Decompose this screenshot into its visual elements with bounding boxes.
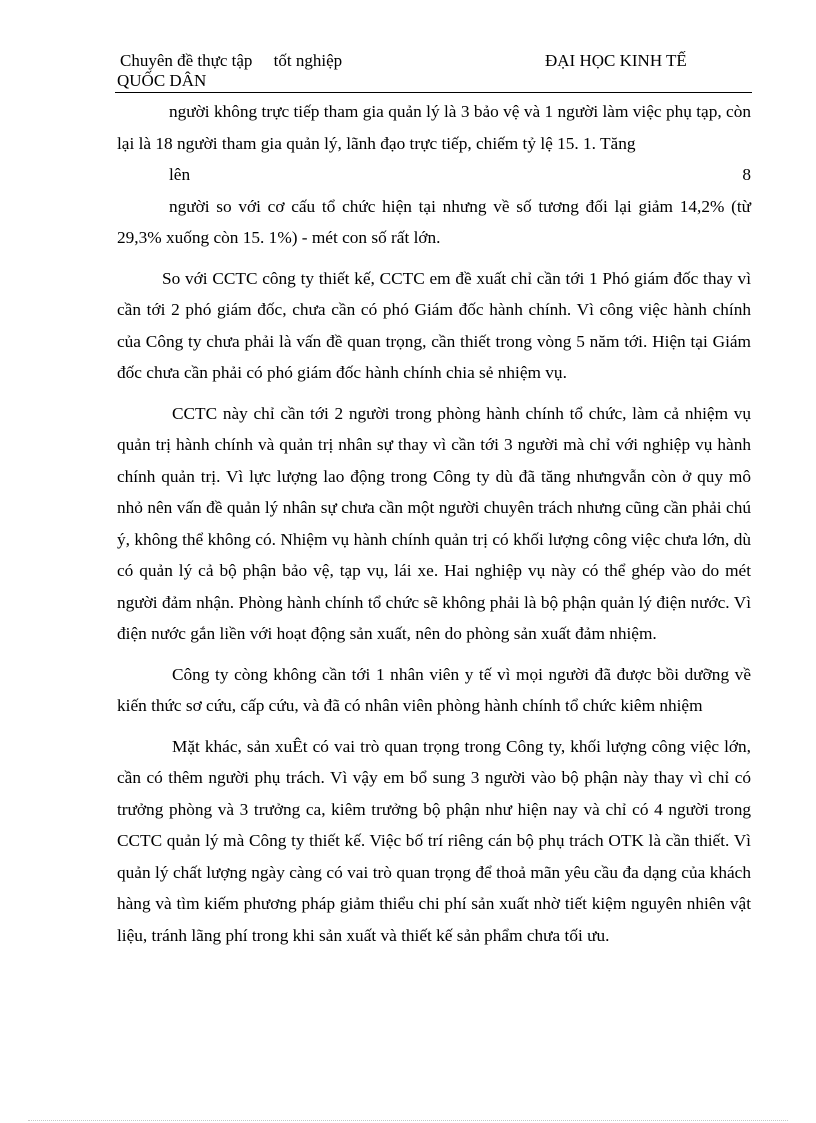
paragraph-1-text: người không trực tiếp tham gia quản lý là 3 bảo vệ và 1 người làm việc phụ tạp, còn lại là 18 người tham gia quản lý, lãnh đạo trực tiếp, chiếm tỷ lệ 15. 1. Tăng <box>117 102 751 153</box>
paragraph-1 <box>117 96 751 191</box>
paragraph-4: CCTC này chỉ cần tới 2 người trong phòng hành chính tổ chức, làm cả nhiệm vụ quản trị hành chính và quản trị nhân sự thay vì cần tới 3 người mà chỉ với nghiệp vụ hành chính quản trị. Vì lực lượng lao động trong Công ty dù đã tăng nhưngvẫn còn ở quy mô nhỏ nên vấn đề quản lý nhân sự chưa cần một người chuyên trách nhưng cũng cần phải chú ý, không thể không có. Nhiệm vụ hành chính quản trị có khối lượng công việc chưa lớn, dù có quản lý cả bộ phận bảo vệ, tạp vụ, lái xe. Hai nghiệp vụ này có thể ghép vào do mét người đảm nhận. Phòng hành chính tổ chức sẽ không phải là bộ phận quản lý điện nước. Vì điện nước gắn liền với hoạt động sản xuất, nên do phòng sản xuất đảm nhiệm. <box>117 403 751 643</box>
paragraph-5: Công ty còng không cần tới 1 nhân viên y tế vì mọi người đã được bồi dưỡng về kiến thức sơ cứu, cấp cứu, và đã có nhân viên phòng hành chính tổ chức kiêm nhiệm <box>117 664 751 715</box>
paragraph-1-number: 8 <box>742 165 751 184</box>
paragraph-2: người so với cơ cấu tổ chức hiện tại nhưng về số tương đối lại giảm 14,2% (từ 29,3% xuống còn 15. 1%) - mét con số rất lớn. <box>117 196 751 247</box>
paragraph-6: Mặt khác, sản xuÊt có vai trò quan trọng trong Công ty, khối lượng công việc lớn, cần có thêm người phụ trách. Vì vậy em bổ sung 3 người vào bộ phận này thay vì chỉ có trưởng phòng và 3 trưởng ca, kiêm trưởng bộ phận như hiện nay và chỉ có 4 người trong CCTC quản lý mà Công ty thiết kế. Việc bố trí riêng cán bộ phụ trách OTK là cần thiết. Vì quản lý chất lượng ngày càng có vai trò quan trọng để thoả mãn yêu cầu đa dạng của khách hàng và tìm kiếm phương pháp giảm thiểu chi phí sản xuất nhờ tiết kiệm nguyên nhiên vật liệu, tránh lãng phí trong khi sản xuất và thiết kế sản phẩm chưa tối ưu. <box>117 736 751 945</box>
header-divider <box>115 92 752 93</box>
paragraph-1-word: lên <box>169 165 191 184</box>
header-title-continuation: QUỐC DÂN <box>117 71 207 90</box>
paragraph-1-last-line <box>117 159 751 191</box>
header-title-right: ĐẠI HỌC KINH TẾ <box>545 51 687 70</box>
paragraph-3: So với CCTC công ty thiết kế, CCTC em đề xuất chỉ cần tới 1 Phó giám đốc thay vì cần tới 2 phó giám đốc, chưa cần có phó Giám đốc hành chính. Vì công việc hành chính của Công ty chưa phải là vấn đề quan trọng, cần thiết trong vòng 5 năm tới. Hiện tại Giám đốc chưa cần phải có phó giám đốc hành chính chia sẻ nhiệm vụ. <box>117 268 751 382</box>
header-title-left: Chuyên đề thực tập tốt nghiệp <box>120 51 343 70</box>
document-body <box>117 96 751 951</box>
page-bottom-border <box>28 1120 788 1121</box>
